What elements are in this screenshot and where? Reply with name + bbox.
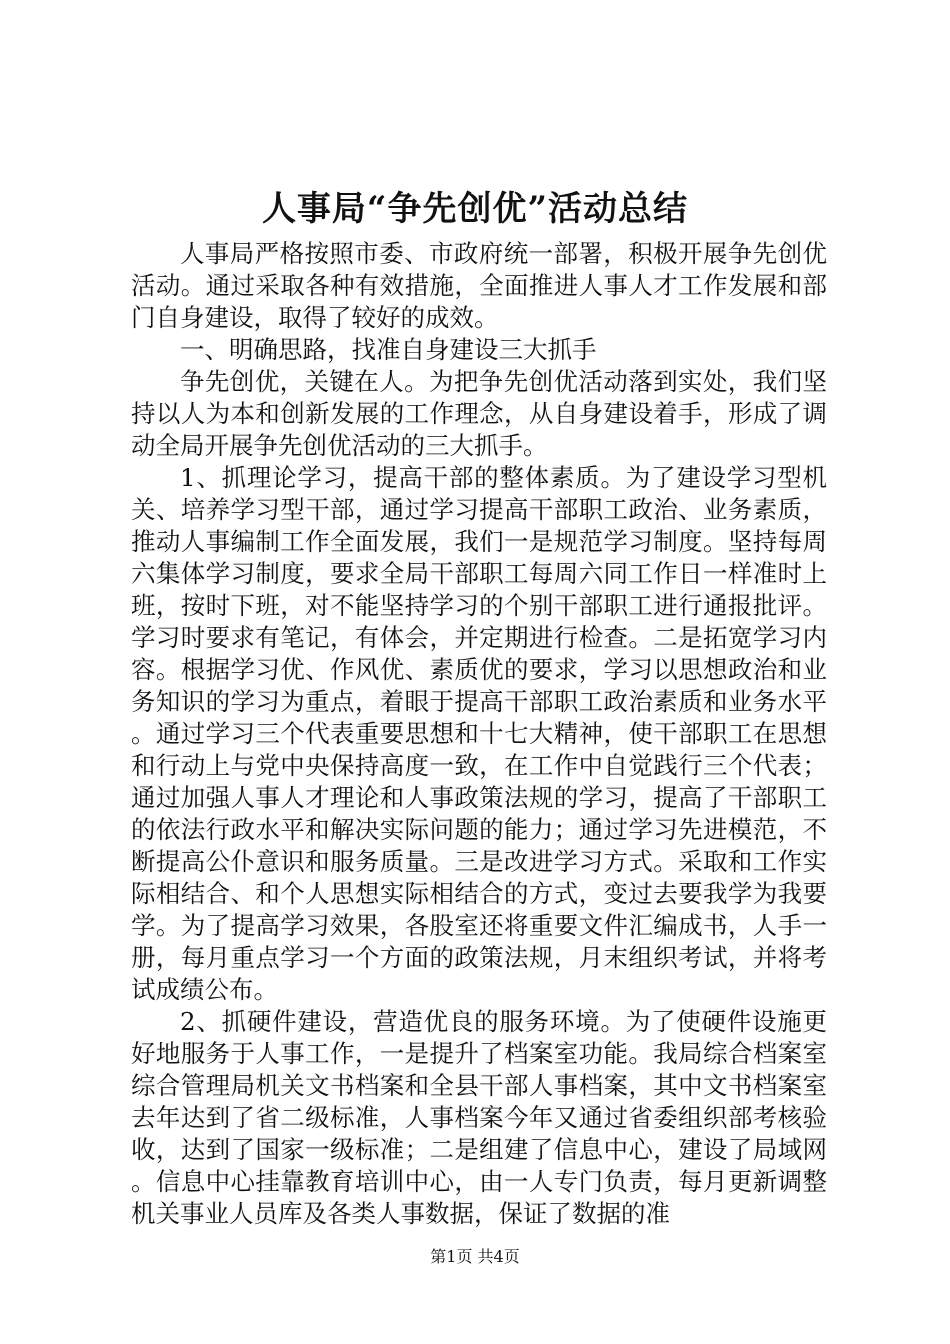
section-heading-1: 一、明确思路，找准自身建设三大抓手 <box>180 335 597 364</box>
paragraph-theory-study: 1、抓理论学习，提高干部的整体素质。为了建设学习型机关、培养学习型干部，通过学习提高干部职工政治、业务素质，推动人事编制工作全面发展，我们一是规范学习制度。坚持每周六集体学习制度，要求全局干部职工每周六同工作日一样准时上班，按时下班，对不能坚持学习的个别干部职工进行通报批评。学习时要求有笔记，有体会，并定期进行检查。二是拓宽学习内容。根据学习优、作风优、素质优的要求，学习以思想政治和业务知识的学习为重点，着眼于提高干部职工政治素质和业务水平。通过学习三个代表重要思想和十七大精神，使干部职工在思想和行动上与党中央保持高度一致，在工作中自觉践行三个代表；通过加强人事人才理论和人事政策法规的学习，提高了干部职工的依法行政水平和解决实际问题的能力；通过学习先进模范，不断提高公仆意识和服务质量。三是改进学习方式。采取和工作实际相结合、和个人思想实际相结合的方式，变过去要我学为我要学。为了提高学习效果，各股室还将重要文件汇编成书，人手一册，每月重点学习一个方面的政策法规，月末组织考试，并将考试成绩公布。 <box>131 463 827 1004</box>
document-title: 人事局“争先创优”活动总结 <box>261 189 689 229</box>
paragraph-hardware: 2、抓硬件建设，营造优良的服务环境。为了使硬件设施更好地服务于人事工作，一是提升了档案室功能。我局综合档案室综合管理局机关文书档案和全县干部人事档案，其中文书档案室去年达到了省二级标准，人事档案今年又通过省委组织部考核验收，达到了国家一级标准；二是组建了信息中心，建设了局域网。信息中心挂靠教育培训中心，由一人专门负责，每月更新调整机关事业人员库及各类人事数据，保证了数据的准 <box>131 1007 827 1228</box>
page-footer: 第1页 共4页 <box>430 1247 520 1266</box>
paragraph-intro: 人事局严格按照市委、市政府统一部署，积极开展争先创优活动。通过采取各种有效措施，全面推进人事人才工作发展和部门自身建设，取得了较好的成效。 <box>131 239 827 332</box>
document-body <box>131 238 827 1230</box>
paragraph-key-people: 争先创优，关键在人。为把争先创优活动落到实处，我们坚持以人为本和创新发展的工作理念，从自身建设着手，形成了调动全局开展争先创优活动的三大抓手。 <box>131 367 827 460</box>
